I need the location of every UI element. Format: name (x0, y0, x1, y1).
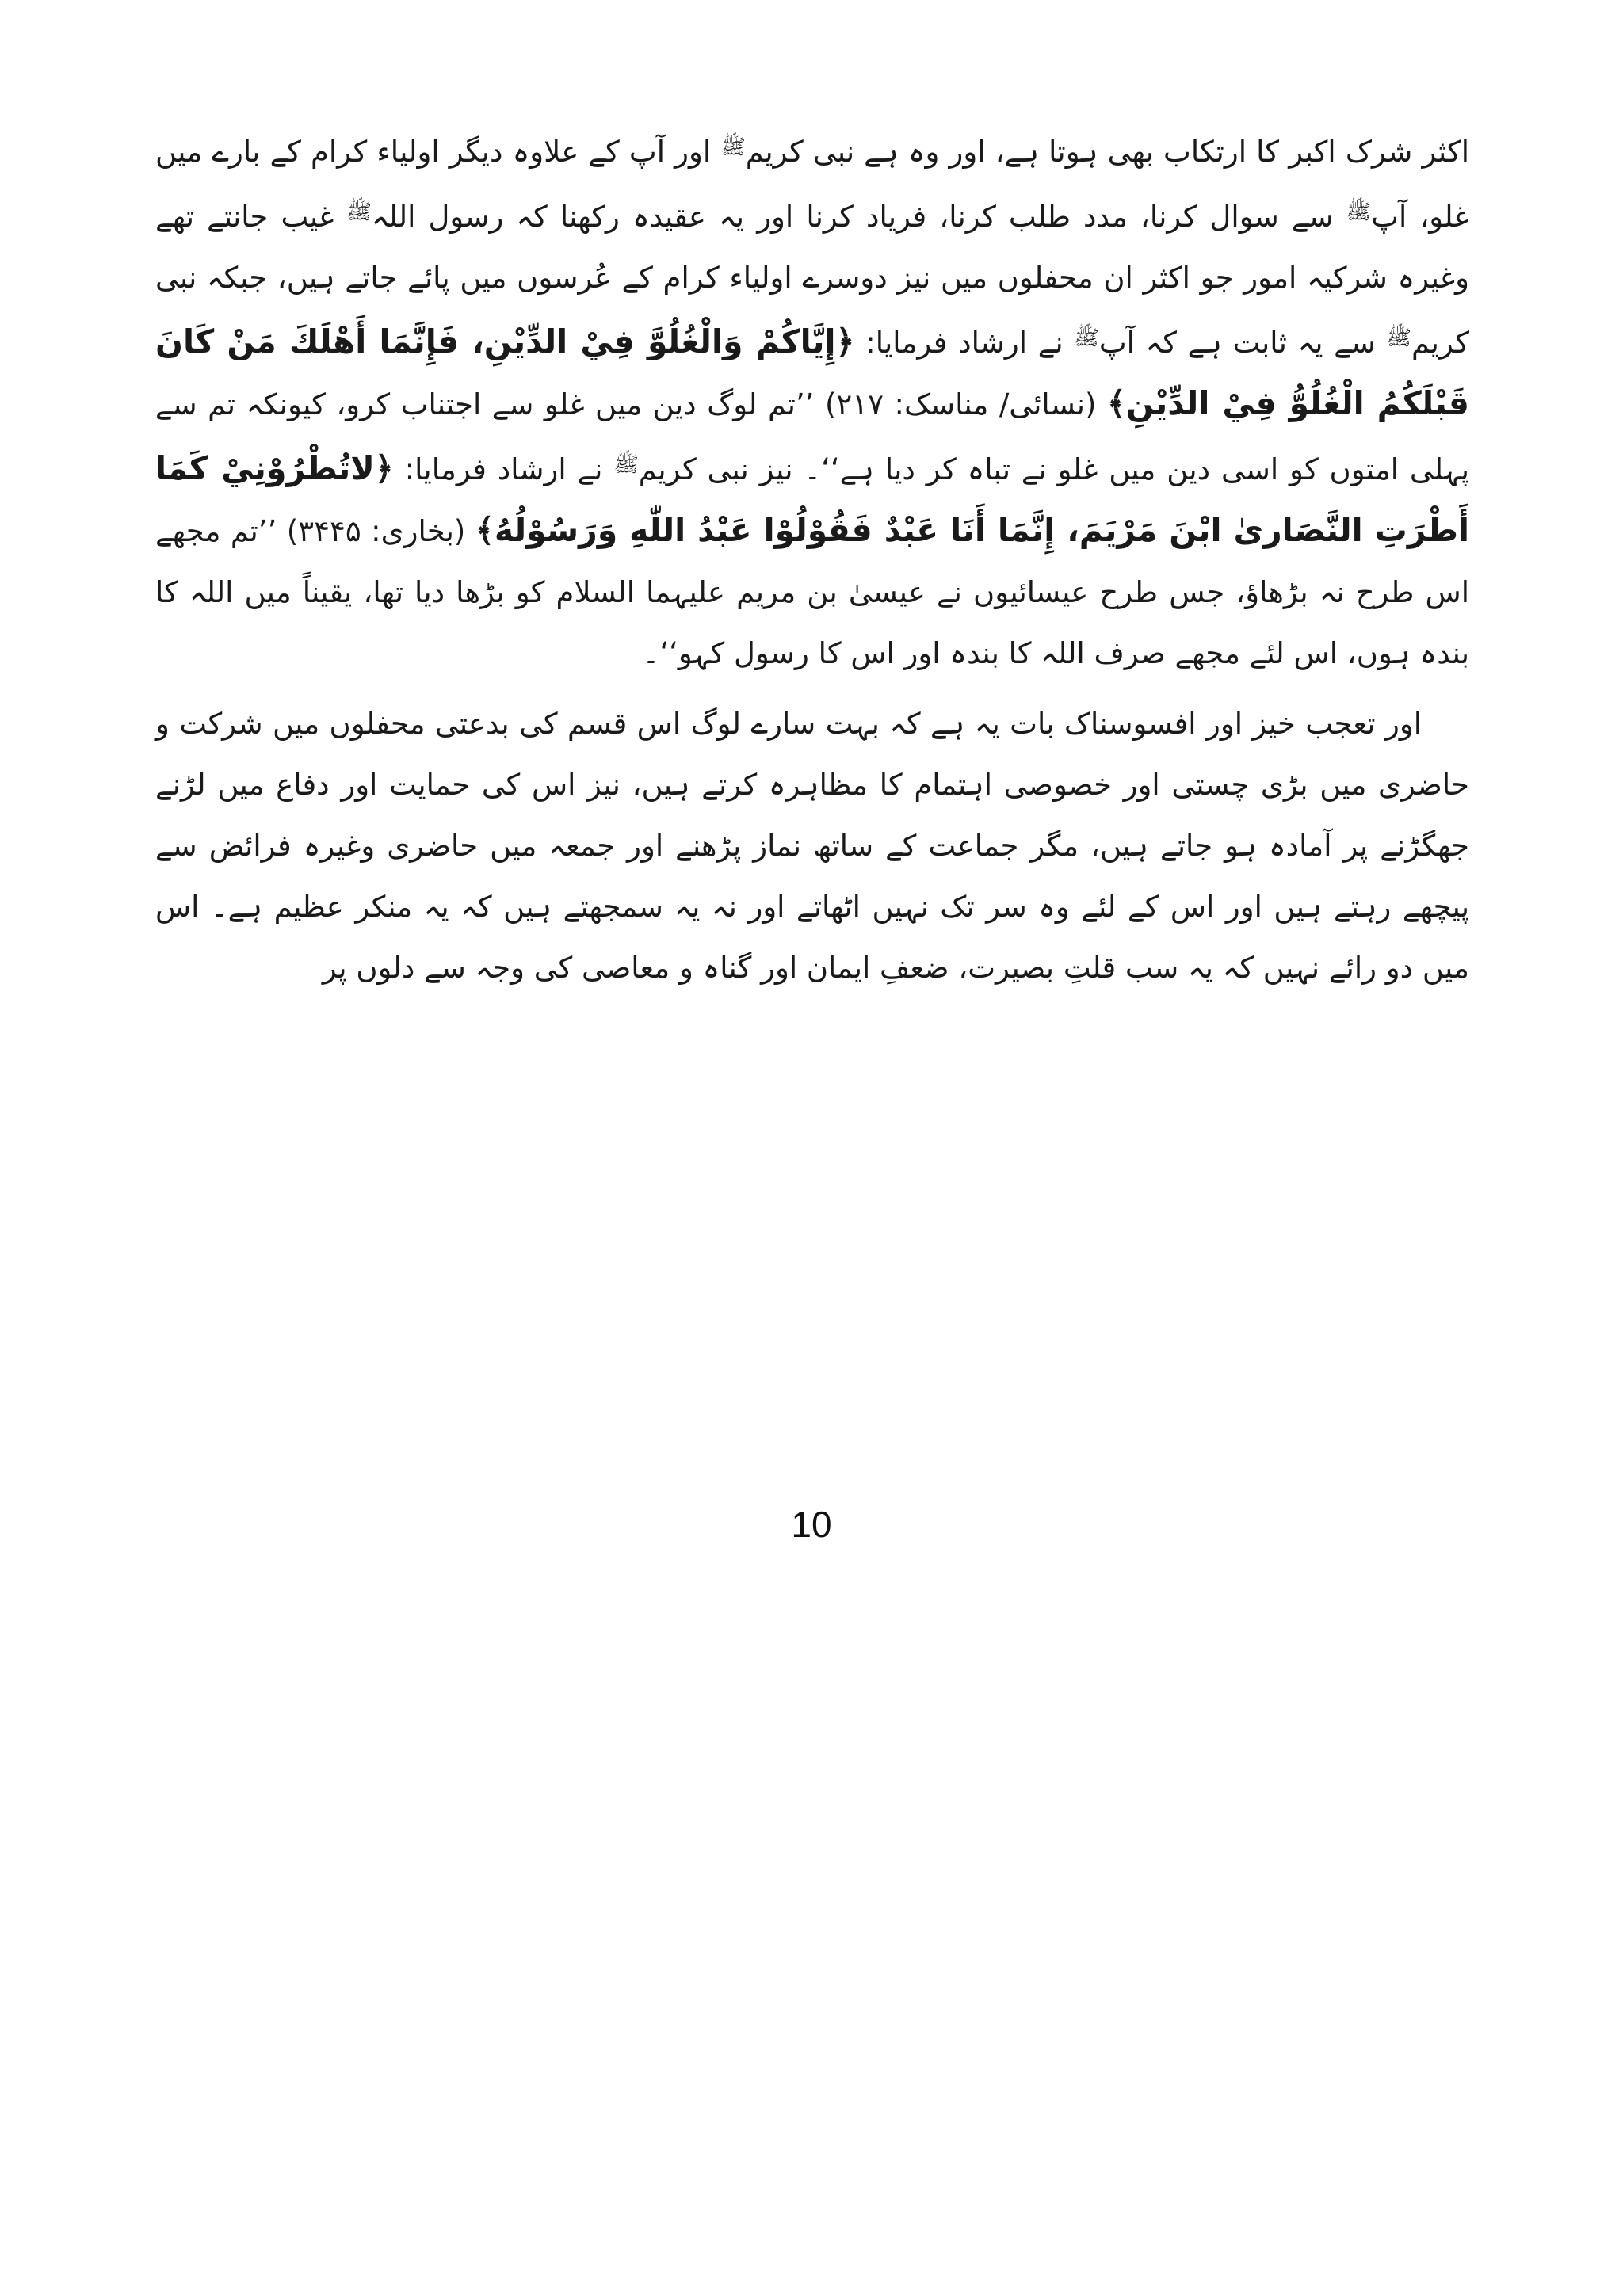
salawat-glyph: ﷺ (613, 453, 639, 477)
text-run: سے یہ ثابت ہے کہ آپ (1098, 326, 1387, 360)
text-run: (نسائی/ مناسک: ۲۱۷) ’’تم لوگ دین میں غلو سے اجتناب کرو، کیونکہ تم سے پہلی امتوں کو اسی دین میں غلو نے تباہ کر دیا ہے‘‘۔ نیز نبی کریم (155, 387, 1469, 486)
page-number: 10 (791, 1504, 832, 1545)
text-run: اکثر شرک اکبر کا ارتکاب بھی ہوتا ہے، اور وہ ہے نبی کریم (745, 135, 1469, 169)
text-run: نے ارشاد فرمایا: (393, 452, 614, 486)
hadith-quote-1: ﴿إِيَّاكُمْ وَالْغُلُوَّ فِيْ الدِّيْنِ، فَإِنَّمَا أَهْلَكَ مَنْ كَانَ قَبْلَكُمُ الْغُلُوُّ فِيْ الدِّيْنِ﴾ (155, 322, 1469, 422)
salawat-glyph: ﷺ (346, 200, 372, 224)
text-run: غیب جانتے تھے وغیرہ شرکیہ امور جو اکثر ان محفلوں میں نیز دوسرے اولیاء کرام کے عُرسوں میں پائے جاتے ہیں، جبکہ نبی کریم (155, 200, 1469, 360)
text-run: سے سوال کرنا، مدد طلب کرنا، فریاد کرنا اور یہ عقیدہ رکھنا کہ رسول اللہ (371, 200, 1346, 234)
salawat-glyph: ﷺ (1074, 326, 1099, 350)
text-run: نے ارشاد فرمایا: (854, 326, 1075, 360)
salawat-glyph: ﷺ (720, 135, 746, 159)
salawat-glyph: ﷺ (1386, 326, 1412, 350)
body-text (155, 117, 1469, 998)
text-run: اور آپ کے علاوہ دیگر اولیاء کرام کے بارے میں غلو، آپ (155, 135, 1469, 234)
paragraph-1 (155, 117, 1469, 684)
hadith-quote-2: ﴿لاتُطْرُوْنِيْ كَمَا أَطْرَتِ النَّصَارىٰ ابْنَ مَرْيَمَ، إِنَّمَا أَنَا عَبْدٌ فَقُوْلُوْا عَبْدُ اللّٰهِ وَرَسُوْلُهُ﴾ (155, 449, 1469, 549)
salawat-glyph: ﷺ (1346, 200, 1372, 224)
text-run: (بخاری: ۳۴۴۵) ’’تم مجھے اس طرح نہ بڑھاؤ، جس طرح عیسائیوں نے عیسیٰ بن مریم علیہما السلام کو بڑھا دیا تھا، یقیناً میں اللہ کا بندہ ہوں، اس لئے مجھے صرف اللہ کا بندہ اور اس کا رسول کہو‘‘۔ (155, 514, 1469, 670)
paragraph-2: اور تعجب خیز اور افسوسناک بات یہ ہے کہ بہت سارے لوگ اس قسم کی بدعتی محفلوں میں شرکت و حاضری میں بڑی چستی اور خصوصی اہتمام کا مظاہرہ کرتے ہیں، نیز اس کی حمایت اور دفاع میں لڑنے جھگڑنے پر آمادہ ہو جاتے ہیں، مگر جماعت کے ساتھ نماز پڑھنے اور جمعہ میں حاضری وغیرہ فرائض سے پیچھے رہتے ہیں اور اس کے لئے وہ سر تک نہیں اٹھاتے اور نہ یہ سمجھتے ہیں کہ یہ منکر عظیم ہے۔ اس میں دو رائے نہیں کہ یہ سب قلتِ بصیرت، ضعفِ ایمان اور گناہ و معاصی کی وجہ سے دلوں پر (155, 707, 1469, 985)
